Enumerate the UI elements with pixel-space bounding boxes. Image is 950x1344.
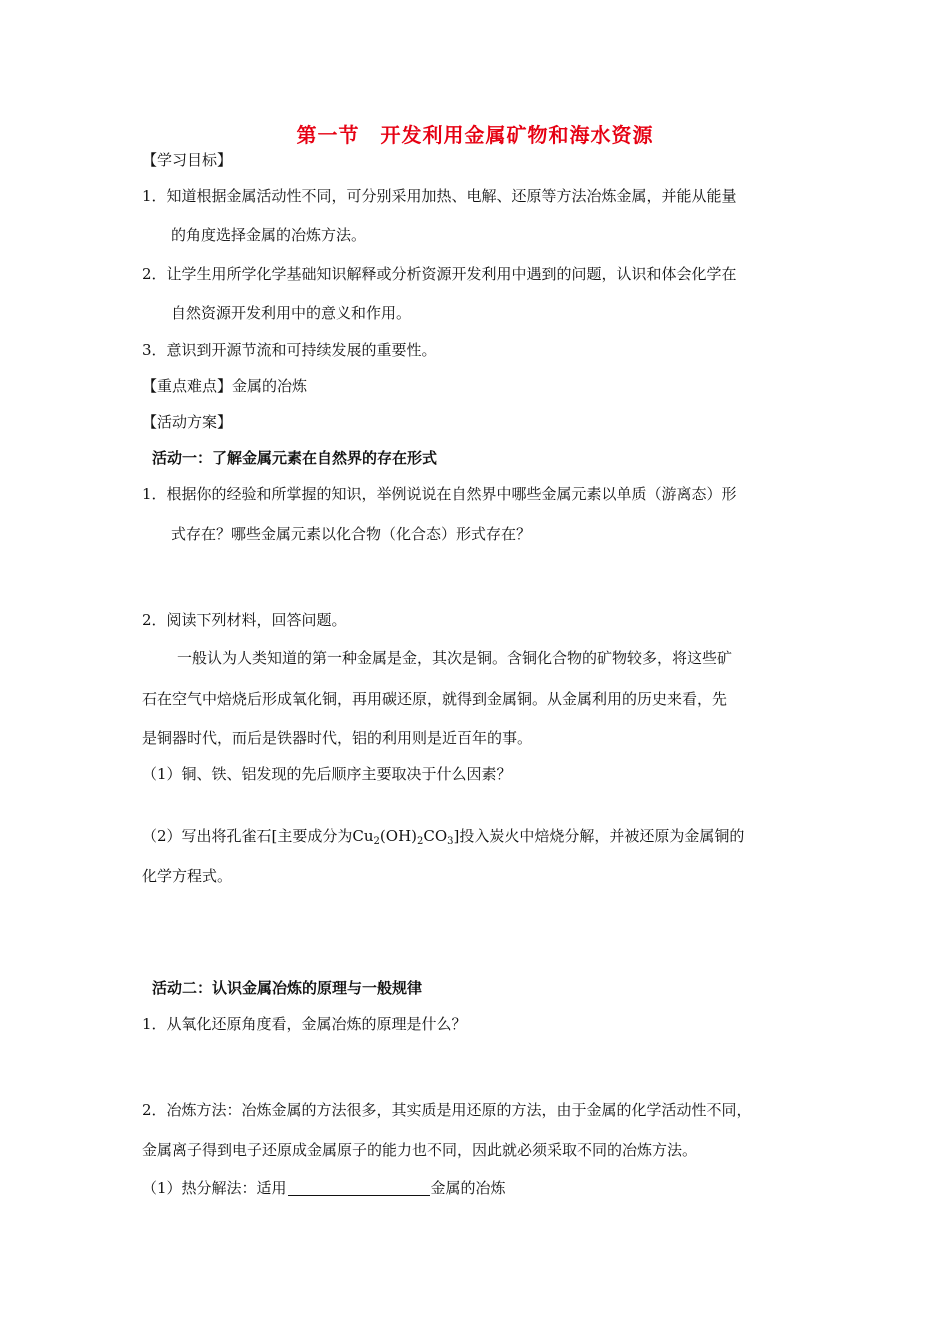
goal-1 — [142, 186, 737, 206]
goal-1-num: 1． — [142, 187, 167, 205]
activity1-q2-num: 2． — [142, 611, 167, 629]
goal-2-line2: 自然资源开发利用中的意义和作用。 — [171, 304, 412, 322]
goal-3-line1: 意识到开源节流和可持续发展的重要性。 — [166, 341, 437, 359]
activity2-sub1 — [142, 1178, 506, 1198]
activity1-q1-line1: 根据你的经验和所掌握的知识，举例说说在自然界中哪些金属元素以单质（游离态）形 — [166, 485, 737, 503]
activity2-q2-line1: 冶炼方法：冶炼金属的方法很多，其实质是用还原的方法，由于金属的化学活动性不同， — [166, 1101, 752, 1119]
material-line-1: 一般认为人类知道的第一种金属是金，其次是铜。含铜化合物的矿物较多，将这些矿 — [177, 649, 733, 667]
activity1-q2 — [142, 610, 347, 630]
goal-1-line2: 的角度选择金属的冶炼方法。 — [171, 226, 367, 244]
activity2-heading: 活动二：认识金属冶炼的原理与一般规律 — [152, 979, 423, 997]
activity1-sub1: （1）铜、铁、铝发现的先后顺序主要取决于什么因素？ — [142, 765, 512, 783]
sub2-subscript-3: 3 — [447, 836, 454, 847]
goal-3 — [142, 340, 437, 360]
sub2-mid2: CO — [423, 827, 448, 845]
key-points-text: 金属的冶炼 — [232, 377, 308, 395]
goal-1-line1: 知道根据金属活动性不同，可分别采用加热、电解、还原等方法冶炼金属，并能从能量 — [166, 187, 737, 205]
activity1-q1 — [142, 484, 737, 504]
key-points — [142, 376, 307, 396]
goal-2-line1: 让学生用所学化学基础知识解释或分析资源开发利用中遇到的问题，认识和体会化学在 — [166, 265, 737, 283]
plan-heading: 【活动方案】 — [142, 413, 233, 431]
activity2-q1 — [142, 1014, 467, 1034]
activity1-heading: 活动一：了解金属元素在自然界的存在形式 — [152, 449, 438, 467]
goals-heading: 【学习目标】 — [142, 151, 233, 169]
activity2-q1-text: 从氧化还原角度看，金属冶炼的原理是什么？ — [166, 1015, 467, 1033]
activity1-q2-text: 阅读下列材料，回答问题。 — [166, 611, 347, 629]
activity1-q1-num: 1． — [142, 485, 167, 503]
goal-2-num: 2． — [142, 265, 167, 283]
activity2-sub1-post: 金属的冶炼 — [430, 1179, 506, 1197]
activity2-q2-line2: 金属离子得到电子还原成金属原子的能力也不同，因此就必须采取不同的冶炼方法。 — [142, 1141, 698, 1159]
sub2-pre: （2）写出将孔雀石[主要成分为Cu — [142, 827, 374, 845]
sub2-mid: (OH) — [379, 827, 418, 845]
sub2-subscript-1: 2 — [373, 836, 380, 847]
activity1-sub2 — [142, 826, 744, 846]
sub2-subscript-2: 2 — [417, 836, 424, 847]
activity2-q1-num: 1． — [142, 1015, 167, 1033]
activity2-sub1-pre: （1）热分解法：适用 — [142, 1179, 287, 1197]
key-points-label: 【重点难点】 — [142, 377, 233, 395]
page-title: 第一节 开发利用金属矿物和海水资源 — [296, 123, 654, 147]
goal-3-num: 3． — [142, 341, 167, 359]
activity2-q2-num: 2． — [142, 1101, 167, 1119]
sub2-post: ]投入炭火中焙烧分解，并被还原为金属铜的 — [453, 827, 745, 845]
activity1-sub2-line2: 化学方程式。 — [142, 867, 233, 885]
activity1-q1-line2: 式存在？哪些金属元素以化合物（化合态）形式存在？ — [171, 525, 532, 543]
material-line-2: 石在空气中焙烧后形成氧化铜，再用碳还原，就得到金属铜。从金属利用的历史来看，先 — [142, 690, 728, 708]
answer-blank[interactable] — [288, 1179, 430, 1196]
material-line-3: 是铜器时代，而后是铁器时代，铝的利用则是近百年的事。 — [142, 729, 533, 747]
activity2-q2 — [142, 1100, 752, 1120]
goal-2 — [142, 264, 737, 284]
